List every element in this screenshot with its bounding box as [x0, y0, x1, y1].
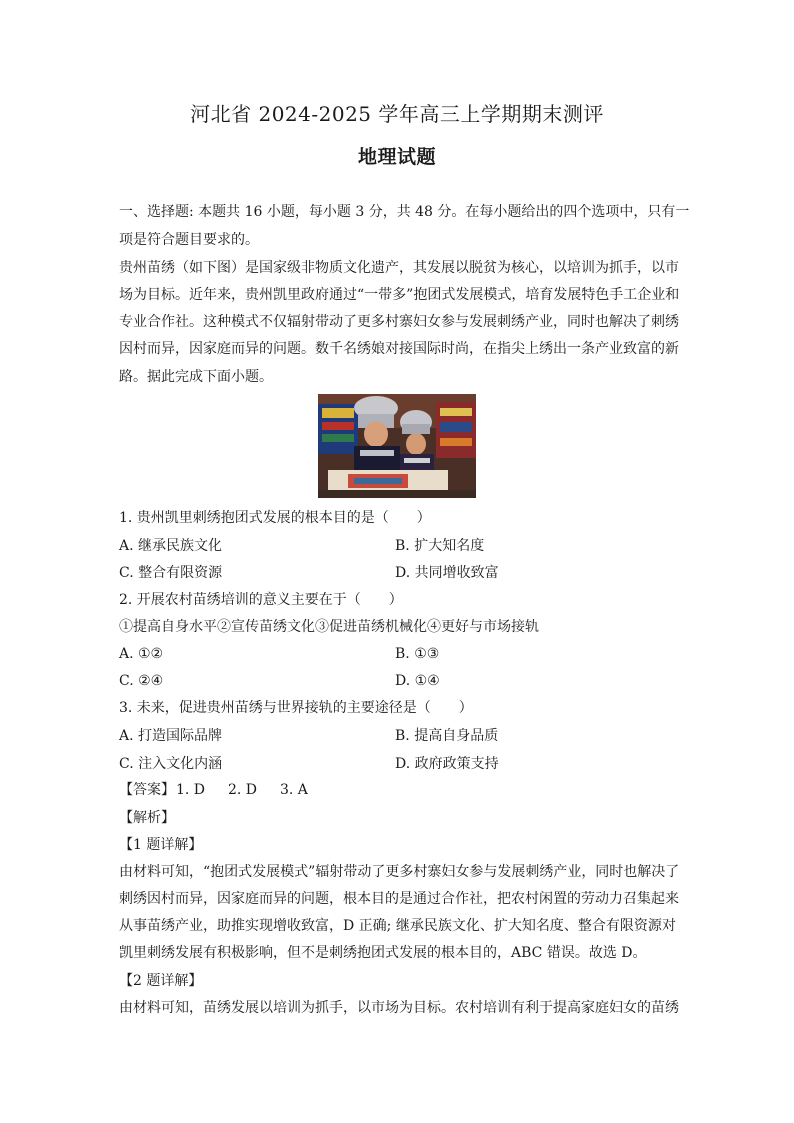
- question-3-option-b[interactable]: B. 提高自身品质: [395, 728, 499, 744]
- material-paragraph: 贵州苗绣（如下图）是国家级非物质文化遗产，其发展以脱贫为核心，以培训为抓手，以市: [119, 260, 679, 276]
- question-2-option-b[interactable]: B. ①③: [395, 646, 440, 662]
- question-2-option-d[interactable]: D. ①④: [395, 673, 440, 689]
- question-2-stem: 2. 开展农村苗绣培训的意义主要在于（ ）: [119, 592, 403, 608]
- question-1-stem: 1. 贵州凯里刺绣抱团式发展的根本目的是（ ）: [119, 510, 431, 526]
- detail-1-label: 【1 题详解】: [119, 837, 203, 853]
- material-paragraph: 专业合作社。这种模式不仅辐射带动了更多村寨妇女参与发展刺绣产业，同时也解决了刺绣: [119, 314, 679, 330]
- analysis-label: 【解析】: [119, 810, 175, 826]
- answer-item: 1. D: [176, 782, 206, 798]
- detail-2-text: 由材料可知，苗绣发展以培训为抓手，以市场为目标。农村培训有利于提高家庭妇女的苗绣: [119, 1000, 679, 1016]
- detail-1-text: 从事苗绣产业，助推实现增收致富，D 正确; 继承民族文化、扩大知名度、整合有限资源对: [119, 918, 676, 934]
- detail-1-text: 由材料可知，“抱团式发展模式”辐射带动了更多村寨妇女参与发展刺绣产业，同时也解决了: [119, 864, 680, 880]
- answer-item: 3. A: [280, 782, 308, 798]
- question-1-option-a[interactable]: A. 继承民族文化: [119, 538, 223, 554]
- question-2-statements: ①提高自身水平②宣传苗绣文化③促进苗绣机械化④更好与市场接轨: [119, 619, 539, 635]
- detail-1-text: 凯里刺绣发展有积极影响，但不是刺绣抱团式发展的根本目的，ABC 错误。故选 D。: [119, 945, 647, 961]
- question-1-option-b[interactable]: B. 扩大知名度: [395, 538, 485, 554]
- detail-1-text: 刺绣因村而异，因家庭而异的问题，根本目的是通过合作社，把农村闲置的劳动力召集起来: [119, 891, 679, 907]
- material-paragraph: 场为目标。近年来，贵州凯里政府通过“一带多”抱团式发展模式，培育发展特色手工企业和: [119, 287, 680, 303]
- question-3-option-c[interactable]: C. 注入文化内涵: [119, 756, 223, 772]
- answer-item: 2. D: [228, 782, 258, 798]
- page-subtitle: 地理试题: [357, 146, 436, 168]
- answer-label: 【答案】: [119, 782, 175, 798]
- page-title: 河北省 2024-2025 学年高三上学期期末测评: [190, 102, 604, 126]
- detail-2-label: 【2 题详解】: [119, 973, 203, 989]
- question-1-option-c[interactable]: C. 整合有限资源: [119, 565, 223, 581]
- miao-embroidery-photo: [318, 394, 476, 498]
- question-3-option-d[interactable]: D. 政府政策支持: [395, 756, 499, 772]
- question-3-option-a[interactable]: A. 打造国际品牌: [119, 728, 223, 744]
- section-instructions: 一、选择题: 本题共 16 小题，每小题 3 分，共 48 分。在每小题给出的四个选项中，只有一: [119, 204, 690, 220]
- section-instructions-cont: 项是符合题目要求的。: [119, 232, 259, 248]
- question-1-option-d[interactable]: D. 共同增收致富: [395, 565, 499, 581]
- question-2-option-c[interactable]: C. ②④: [119, 673, 164, 689]
- question-2-option-a[interactable]: A. ①②: [119, 646, 164, 662]
- material-paragraph: 路。据此完成下面小题。: [119, 369, 273, 385]
- material-paragraph: 因村而异，因家庭而异的问题。数千名绣娘对接国际时尚，在指尖上绣出一条产业致富的新: [119, 341, 679, 357]
- question-3-stem: 3. 未来，促进贵州苗绣与世界接轨的主要途径是（ ）: [119, 700, 473, 716]
